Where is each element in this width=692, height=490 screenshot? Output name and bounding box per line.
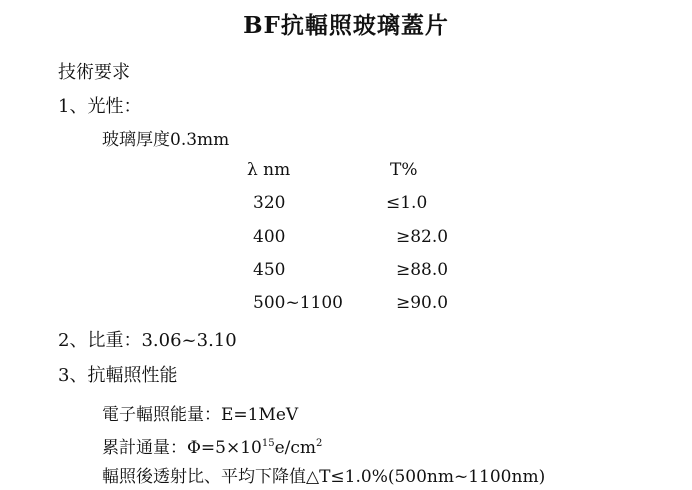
fluence-exponent: 15 [261,438,275,449]
table-cell-transmittance: ≥88.0 [396,260,449,280]
table-cell-wavelength: 320 [253,193,286,213]
item-1-label: 1、光性： [58,96,142,117]
glass-thickness: 玻璃厚度0.3mm [102,130,230,150]
table-cell-wavelength: 500~1100 [253,293,343,313]
document-title: BF抗輻照玻璃蓋片 [243,12,449,39]
table-cell-transmittance: ≥90.0 [396,293,449,313]
cumulative-fluence [102,433,322,458]
fluence-suffix: e/cm [274,438,317,458]
item-2-specific-gravity: 2、比重：3.06~3.10 [58,330,237,351]
section-heading: 技術要求 [58,62,130,83]
item-3-label: 3、抗輻照性能 [58,365,178,386]
transmittance-drop: 輻照後透射比、平均下降值△T≤1.0%(500nm~1100nm) [102,467,546,487]
table-cell-transmittance: ≥82.0 [396,227,449,247]
table-cell-wavelength: 450 [253,260,286,280]
table-cell-wavelength: 400 [253,227,286,247]
fluence-prefix: 累計通量：Φ=5×10 [102,438,262,458]
electron-energy: 電子輻照能量：E=1MeV [102,405,299,425]
table-header-wavelength: λ nm [247,160,291,180]
fluence-unit-exponent: 2 [316,438,323,449]
table-cell-transmittance: ≤1.0 [386,193,428,213]
table-header-transmittance: T% [390,160,418,180]
